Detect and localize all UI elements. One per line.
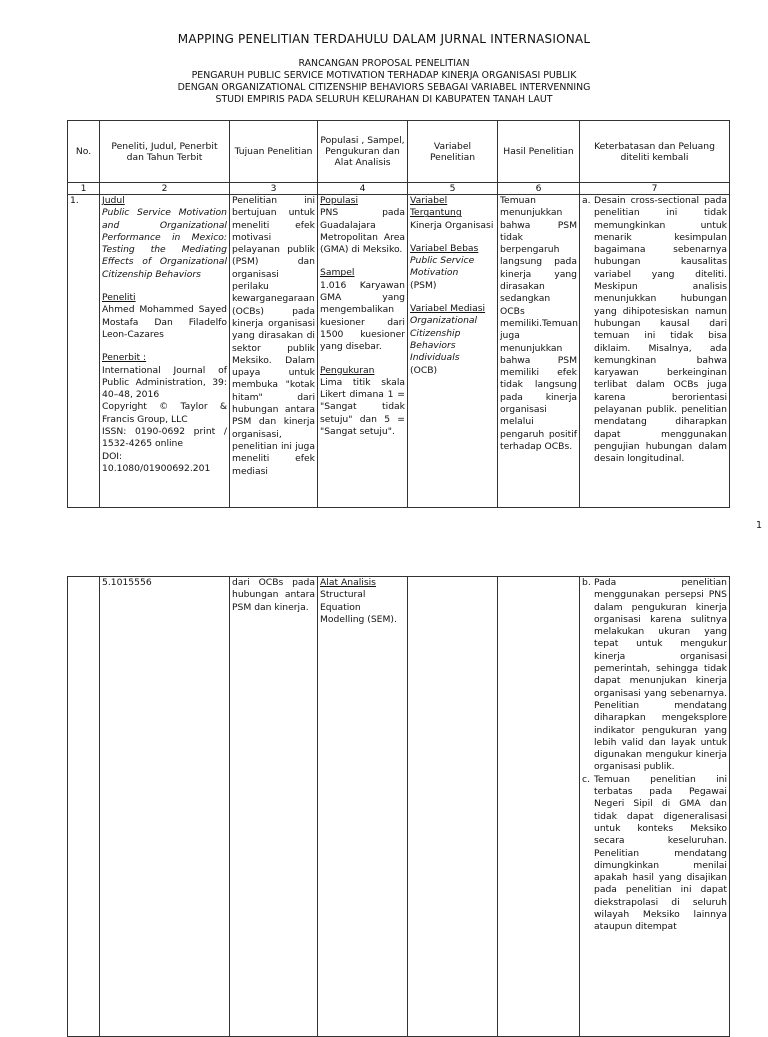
copyright-text: Copyright © Taylor & Francis Group, LLC (102, 401, 227, 425)
list-item (582, 774, 727, 934)
col-number: 5 (408, 183, 498, 195)
table-row-continued (68, 577, 730, 1037)
penerbit-label: Penerbit : (102, 352, 147, 364)
pengukuran-label: Pengukuran (320, 364, 375, 376)
var-terikat-label: Variabel Tergantung (410, 195, 462, 219)
cell-keterbatasan (580, 195, 730, 508)
cell-variabel (408, 195, 498, 508)
document-title: MAPPING PENELITIAN TERDAHULU DALAM JURNAL INTERNASIONAL (177, 32, 591, 46)
judul-text: Public Service Motivation and Organizational Performance in Mexico: Testing the Mediating Effects of Organizational Citizenship Behaviors (102, 207, 227, 280)
cell-tujuan-cont: dari OCBs pada hubungan antara PSM dan kinerja. (230, 577, 318, 1037)
row-number: 1. (68, 195, 100, 508)
col-number: 7 (580, 183, 730, 195)
subtitle-line-1: RANCANGAN PROPOSAL PENELITIAN (298, 58, 470, 69)
issn-text: ISSN: 0190-0692 print / 1532-4265 online (102, 426, 227, 450)
var-bebas-text: Public Service Motivation (410, 255, 475, 279)
alat-analisis-label: Alat Analisis (320, 577, 376, 588)
cell-populasi (318, 195, 408, 508)
list-text: Desain cross-sectional pada penelitian ini tidak memungkinkan untuk menarik kesimpulan bagaimana sebenarnya hubungan kausalitas variabel yang diteliti. Meskipun analisis menunjukkan hubungan yang dihipotesiskan namun hubungan kausal dari temuan ini tidak bisa diklaim. Misalnya, ada kemungkinan bahwa karyawan berkeinginan terlibat dalam OCBs juga karena berorientasi pelayanan publik. penelitian mendatang diharapkan dapat menggunakan pengujian hubungan dalam desain longitudinal. (594, 195, 727, 465)
col-number: 6 (498, 183, 580, 195)
col-number: 4 (318, 183, 408, 195)
sampel-label: Sampel (320, 267, 355, 279)
var-mediasi-abbr: (OCB) (410, 364, 438, 376)
var-mediasi-text: Organizational Citizenship Behaviors Individuals (410, 315, 478, 364)
list-marker: c. (582, 773, 590, 785)
cell-hasil: Temuan menunjukkan bahwa PSM tidak berpengaruh langsung pada kinerja yang dirasakan sedangkan OCBs memiliki.Temuan juga menunjukkan bahwa PSM memiliki efek tidak langsung pada kinerja organisasi melalui pengaruh positif terhadap OCBs. (498, 195, 580, 508)
header-peneliti: Peneliti, Judul, Penerbit dan Tahun Terbit (100, 121, 230, 183)
subtitle-line-2: PENGARUH PUBLIC SERVICE MOTIVATION TERHADAP KINERJA ORGANISASI PUBLIK (191, 70, 577, 81)
header-no: No. (68, 121, 100, 183)
list-text: Temuan penelitian ini terbatas pada Pegawai Negeri Sipil di GMA dan tidak dapat digeneralisasi untuk konteks Meksiko secara keseluruhan. Penelitian mendatang dimungkinkan menilai apakah hasil yang disajikan pada penelitian ini dapat diekstrapolasi di seluruh wilayah Meksiko lainnya ataupun ditempat (594, 773, 727, 933)
list-item (582, 195, 727, 466)
doi-text: DOI: 10.1080/01900692.201 (102, 450, 211, 474)
var-terikat-text: Kinerja Organisasi (410, 219, 494, 231)
sampel-text: 1.016 Karyawan GMA yang mengembalikan kuesioner dari 1500 kuesioner yang disebar. (320, 279, 405, 353)
list-marker: b. (582, 577, 591, 588)
cell-hasil-cont (498, 577, 580, 1037)
cell-keterbatasan-cont (580, 577, 730, 1037)
peneliti-text: Ahmed Mohammed Sayed Mostafa Dan Filadelfo Leon-Cazares (102, 304, 227, 340)
header-variabel: Variabel Penelitian (408, 121, 498, 183)
list-item (582, 577, 727, 774)
var-mediasi-label: Variabel Mediasi (410, 303, 486, 315)
cell-populasi-cont (318, 577, 408, 1037)
list-marker: a. (582, 195, 591, 206)
var-bebas-abbr: (PSM) (410, 279, 437, 291)
cell-variabel-cont (408, 577, 498, 1037)
col-number: 2 (100, 183, 230, 195)
page-number: 1 (755, 520, 762, 531)
peneliti-label: Peneliti (102, 292, 136, 304)
column-number-row (68, 183, 730, 195)
col-number: 3 (230, 183, 318, 195)
header-populasi: Populasi , Sampel, Pengukuran dan Alat Analisis (318, 121, 408, 183)
penerbit-text: International Journal of Public Administration, 39: 40–48, 2016 (102, 364, 227, 401)
header-hasil: Hasil Penelitian (498, 121, 580, 183)
header-tujuan: Tujuan Penelitian (230, 121, 318, 183)
cell-tujuan: Penelitian ini bertujuan untuk meneliti efek motivasi pelayanan publik (PSM) dan organisasi perilaku kewarganegaraan (OCBs) pada kinerja organisasi yang dirasakan di sektor publik Meksiko. Dalam upaya untuk membuka "kotak hitam" dari hubungan antara PSM dan kinerja organisasi, penelitian ini juga meneliti efek mediasi (230, 195, 318, 508)
list-text: Pada penelitian menggunakan persepsi PNS dalam pengukuran kinerja organisasi karena sulitnya melakukan ukuran yang tepat untuk mengukur kinerja organisasi pemerintah, sehingga tidak dapat menunjukan kinerja organisasi yang sebenarnya. Penelitian mendatang diharapkan mengeksplore indikator pengukuran yang lebih valid dan layak untuk digunakan mengukur kinerja organisasi publik. (594, 577, 727, 773)
populasi-text: PNS pada Guadalajara Metropolitan Area (GMA) di Meksiko. (320, 207, 405, 256)
mapping-table-page-2 (67, 576, 730, 1037)
var-bebas-label: Variabel Bebas (410, 242, 479, 254)
header-keterbatasan: Keterbatasan dan Peluang diteliti kembali (580, 121, 730, 183)
pengukuran-text: Lima titik skala Likert dimana 1 = "Sangat tidak setuju" dan 5 = "Sangat setuju". (320, 376, 405, 438)
judul-label: Judul (102, 195, 125, 206)
row-number-empty (68, 577, 100, 1037)
subtitle-line-4: STUDI EMPIRIS PADA SELURUH KELURAHAN DI KABUPATEN TANAH LAUT (215, 94, 553, 105)
table-header-row (68, 121, 730, 183)
alat-analisis-text: Structural Equation Modelling (SEM). (320, 589, 397, 625)
populasi-label: Populasi (320, 195, 359, 206)
col-number: 1 (68, 183, 100, 195)
mapping-table-page-1 (67, 120, 730, 508)
table-row (68, 195, 730, 508)
cell-peneliti-cont: 5.1015556 (100, 577, 230, 1037)
subtitle-line-3: DENGAN ORGANIZATIONAL CITIZENSHIP BEHAVIORS SEBAGAI VARIABEL INTERVENNING (177, 82, 591, 93)
cell-peneliti (100, 195, 230, 508)
